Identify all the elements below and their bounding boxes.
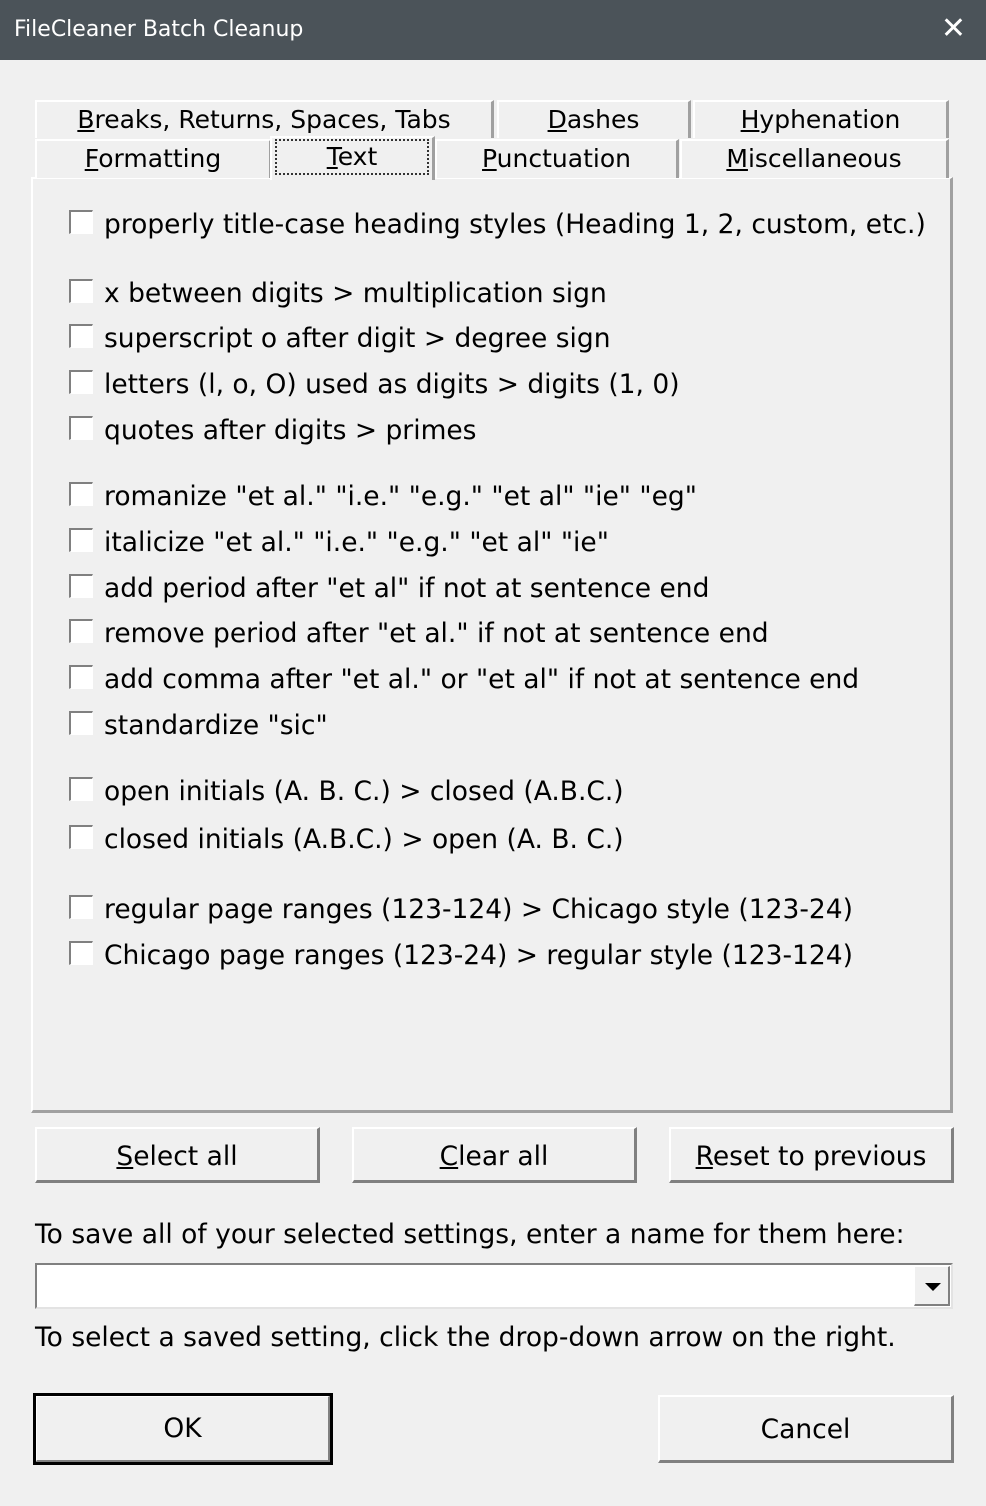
tab-label: Hyphenation [740,105,901,134]
clear-all-label: Clear all [439,1141,549,1172]
option-checkbox-row[interactable] [69,369,680,400]
option-label: add comma after "et al." or "et al" if not at sentence end [104,664,860,695]
tab-label: Formatting [84,144,222,173]
option-checkbox-row[interactable] [69,323,611,354]
option-label: regular page ranges (123-124) > Chicago style (123-24) [104,894,853,925]
checkbox[interactable] [69,482,93,506]
option-label: add period after "et al" if not at sentence end [104,573,710,604]
option-checkbox-row[interactable] [69,940,853,971]
cancel-button[interactable] [658,1395,954,1463]
option-checkbox-row[interactable] [69,209,926,240]
option-label: superscript o after digit > degree sign [104,323,611,354]
tab-breaks-returns-spaces-tabs[interactable] [35,100,494,138]
option-checkbox-row[interactable] [69,481,697,512]
option-label: open initials (A. B. C.) > closed (A.B.C.) [104,776,624,807]
checkbox[interactable] [69,210,93,234]
checkbox[interactable] [69,895,93,919]
reset-to-previous-button[interactable] [669,1127,954,1183]
option-checkbox-row[interactable] [69,710,328,741]
checkbox[interactable] [69,279,93,303]
option-checkbox-row[interactable] [69,415,477,446]
ok-label: OK [163,1413,202,1444]
option-checkbox-row[interactable] [69,278,607,309]
option-checkbox-row[interactable] [69,527,609,558]
option-label: closed initials (A.B.C.) > open (A. B. C.) [104,824,624,855]
checkbox[interactable] [69,370,93,394]
tab-label: Text [277,141,428,173]
close-icon[interactable]: ✕ [940,11,966,46]
option-label: Chicago page ranges (123-24) > regular style (123-124) [104,940,853,971]
option-checkbox-row[interactable] [69,776,624,807]
checkbox[interactable] [69,324,93,348]
cancel-label: Cancel [760,1414,851,1445]
checkbox[interactable] [69,777,93,801]
option-checkbox-row[interactable] [69,664,859,695]
option-checkbox-row[interactable] [69,894,853,925]
option-checkbox-row[interactable] [69,618,769,649]
select-all-button[interactable] [35,1127,320,1183]
checkbox[interactable] [69,825,93,849]
option-checkbox-row[interactable] [69,573,709,604]
option-label: letters (l, o, O) used as digits > digits (1, 0) [104,369,680,400]
tab-label: Miscellaneous [726,144,902,173]
checkbox[interactable] [69,416,93,440]
tab-miscellaneous[interactable] [680,139,949,178]
option-label: italicize "et al." "i.e." "e.g." "et al" "ie" [104,527,609,558]
option-label: properly title-case heading styles (Heading 1, 2, custom, etc.) [104,209,926,240]
tab-dashes[interactable] [497,100,691,138]
option-label: standardize "sic" [104,710,328,741]
settings-name-combobox[interactable] [35,1263,953,1309]
tab-punctuation[interactable] [435,139,679,178]
checkbox[interactable] [69,574,93,598]
reset-label: Reset to previous [695,1141,927,1172]
tab-label: Punctuation [482,144,631,173]
save-settings-label: To save all of your selected settings, enter a name for them here: [35,1219,905,1250]
ok-button[interactable] [35,1395,331,1463]
select-all-label: Select all [116,1141,238,1172]
tab-label: Dashes [547,105,640,134]
chevron-down-icon[interactable] [914,1266,950,1306]
settings-name-input[interactable] [37,1265,907,1305]
checkbox[interactable] [69,941,93,965]
option-label: quotes after digits > primes [104,415,477,446]
title-bar [0,0,986,60]
clear-all-button[interactable] [352,1127,637,1183]
saved-setting-hint: To select a saved setting, click the drop-down arrow on the right. [35,1322,896,1353]
option-label: remove period after "et al." if not at sentence end [104,618,769,649]
option-checkbox-row[interactable] [69,824,624,855]
option-label: romanize "et al." "i.e." "e.g." "et al" "ie" "eg" [104,481,697,512]
checkbox[interactable] [69,665,93,689]
checkbox[interactable] [69,528,93,552]
tab-text[interactable] [270,136,435,180]
tab-formatting[interactable] [35,139,272,178]
tab-hyphenation[interactable] [693,100,949,138]
checkbox[interactable] [69,619,93,643]
checkbox[interactable] [69,711,93,735]
window-title: FileCleaner Batch Cleanup [14,17,304,42]
tab-label: Breaks, Returns, Spaces, Tabs [77,105,451,134]
option-label: x between digits > multiplication sign [104,278,607,309]
